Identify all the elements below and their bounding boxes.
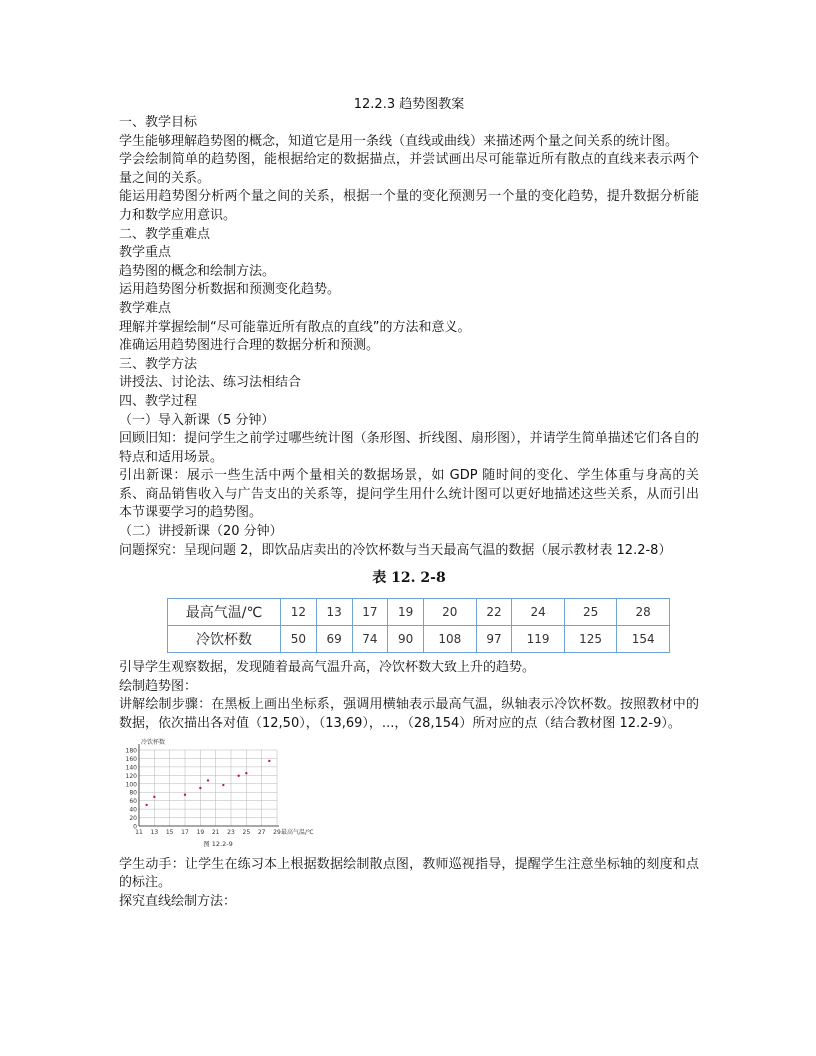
figure-caption: 图 12.2-9	[203, 839, 233, 848]
table-row	[168, 626, 670, 653]
y-tick-label: 100	[125, 780, 137, 788]
paragraph: 能运用趋势图分析两个量之间的关系，根据一个量的变化预测另一个量的变化趋势，提升数据分析能力和数学应用意识。	[119, 189, 699, 223]
x-tick-label: 29	[273, 828, 281, 836]
row-label-cups: 冷饮杯数	[168, 626, 281, 653]
y-tick-label: 80	[129, 789, 137, 797]
table-caption: 表 12. 2-8	[372, 570, 446, 587]
paragraph: 引导学生观察数据，发现随着最高气温升高，冷饮杯数大致上升的趋势。	[119, 660, 536, 676]
table-cell: 90	[388, 626, 424, 653]
section-mid	[119, 659, 699, 733]
y-tick-label: 0	[133, 823, 137, 831]
paragraph: 四、教学过程	[119, 393, 198, 409]
table-cell: 50	[281, 626, 317, 653]
table-cell: 154	[617, 626, 670, 653]
y-tick-label: 120	[125, 772, 137, 780]
paragraph: （一）导入新课（5 分钟）	[119, 412, 275, 428]
table-cell: 74	[352, 626, 388, 653]
table-cell: 17	[352, 599, 388, 626]
paragraph: 探究直线绘制方法：	[119, 893, 237, 909]
table-cell: 13	[316, 599, 352, 626]
table-cell: 125	[564, 626, 617, 653]
x-tick-label: 17	[181, 828, 189, 836]
paragraph: 回顾旧知：提问学生之前学过哪些统计图（条形图、折线图、扇形图），并请学生简单描述它们各自的特点和适用场景。	[119, 431, 699, 465]
y-tick-label: 160	[125, 755, 137, 763]
data-point	[145, 803, 147, 805]
document-page	[119, 96, 699, 911]
x-tick-label: 23	[227, 828, 235, 836]
x-tick-label: 15	[165, 828, 174, 836]
x-tick-label: 13	[150, 828, 159, 836]
paragraph: 引出新课：展示一些生活中两个量相关的数据场景，如 GDP 随时间的变化、学生体重与身高的关系、商品销售收入与广告支出的关系等，提问学生用什么统计图可以更好地描述这些关系，从而引出本节课要学习的趋势图。	[119, 468, 699, 521]
x-tick-label: 11	[135, 828, 143, 836]
paragraph: 教学重点	[119, 245, 172, 261]
paragraph: 理解并掌握绘制“尽可能靠近所有散点的直线”的方法和意义。	[119, 319, 471, 335]
data-point	[199, 786, 201, 788]
table-cell: 119	[512, 626, 565, 653]
paragraph: 趋势图的概念和绘制方法。	[119, 263, 276, 279]
data-point	[245, 772, 247, 774]
row-label-temperature: 最高气温/℃	[168, 599, 281, 626]
paragraph: 绘制趋势图：	[119, 678, 198, 694]
paragraph: 三、教学方法	[119, 356, 198, 372]
x-tick-label: 19	[196, 828, 205, 836]
y-tick-label: 20	[129, 814, 137, 822]
data-point	[222, 783, 224, 785]
x-tick-label: 25	[242, 828, 251, 836]
paragraph: 讲授法、讨论法、练习法相结合	[119, 375, 302, 391]
data-point	[268, 759, 270, 761]
y-tick-label: 60	[129, 797, 137, 805]
table-cell: 97	[476, 626, 512, 653]
section-top	[119, 114, 699, 560]
document-title: 12.2.3 趋势图教案	[353, 97, 465, 112]
paragraph: 一、教学目标	[119, 115, 198, 130]
paragraph: 运用趋势图分析数据和预测变化趋势。	[119, 282, 341, 298]
y-tick-label: 140	[125, 764, 137, 772]
x-axis-label: 最高气温/℃	[281, 828, 314, 836]
y-tick-label: 180	[125, 747, 137, 755]
y-axis-label: 冷饮杯数	[141, 738, 166, 746]
data-point	[207, 779, 209, 781]
table-cell: 69	[316, 626, 352, 653]
table-cell: 28	[617, 599, 670, 626]
paragraph: 学生动手：让学生在练习本上根据数据绘制散点图，教师巡视指导，提醒学生注意坐标轴的刻度和点的标注。	[119, 856, 699, 891]
table-cell: 22	[476, 599, 512, 626]
paragraph: 学会绘制简单的趋势图，能根据给定的数据描点，并尝试画出尽可能靠近所有散点的直线来表示两个量之间的关系。	[119, 152, 699, 186]
paragraph: （二）讲授新课（20 分钟）	[119, 524, 283, 540]
data-point	[184, 793, 186, 795]
data-point	[237, 774, 239, 776]
paragraph: 教学难点	[119, 300, 172, 316]
paragraph: 学生能够理解趋势图的概念，知道它是用一条线（直线或曲线）来描述两个量之间关系的统计图。	[119, 133, 679, 149]
paragraph: 二、教学重难点	[119, 226, 211, 242]
table-cell: 20	[424, 599, 477, 626]
paragraph: 讲解绘制步骤：在黑板上画出坐标系，强调用横轴表示最高气温，纵轴表示冷饮杯数。按照教材中的数据，依次描出各对值（12,50），（13,69），...，（28,154）所对应的点（结合教材图 12.2-9）。	[119, 697, 699, 732]
scatter-chart-figure	[119, 738, 699, 850]
data-table	[167, 598, 670, 653]
x-tick-label: 27	[257, 828, 266, 836]
data-point	[153, 795, 155, 797]
y-tick-label: 40	[129, 806, 137, 814]
x-tick-label: 21	[211, 828, 220, 836]
paragraph: 准确运用趋势图进行合理的数据分析和预测。	[119, 338, 380, 354]
section-bottom	[119, 856, 699, 912]
table-cell: 12	[281, 599, 317, 626]
table-row	[168, 599, 670, 626]
table-cell: 19	[388, 599, 424, 626]
paragraph: 问题探究：呈现问题 2，即饮品店卖出的冷饮杯数与当天最高气温的数据（展示教材表 12.2-8）	[119, 542, 672, 558]
table-cell: 24	[512, 599, 565, 626]
table-cell: 25	[564, 599, 617, 626]
scatter-chart	[119, 738, 319, 850]
table-cell: 108	[424, 626, 477, 653]
